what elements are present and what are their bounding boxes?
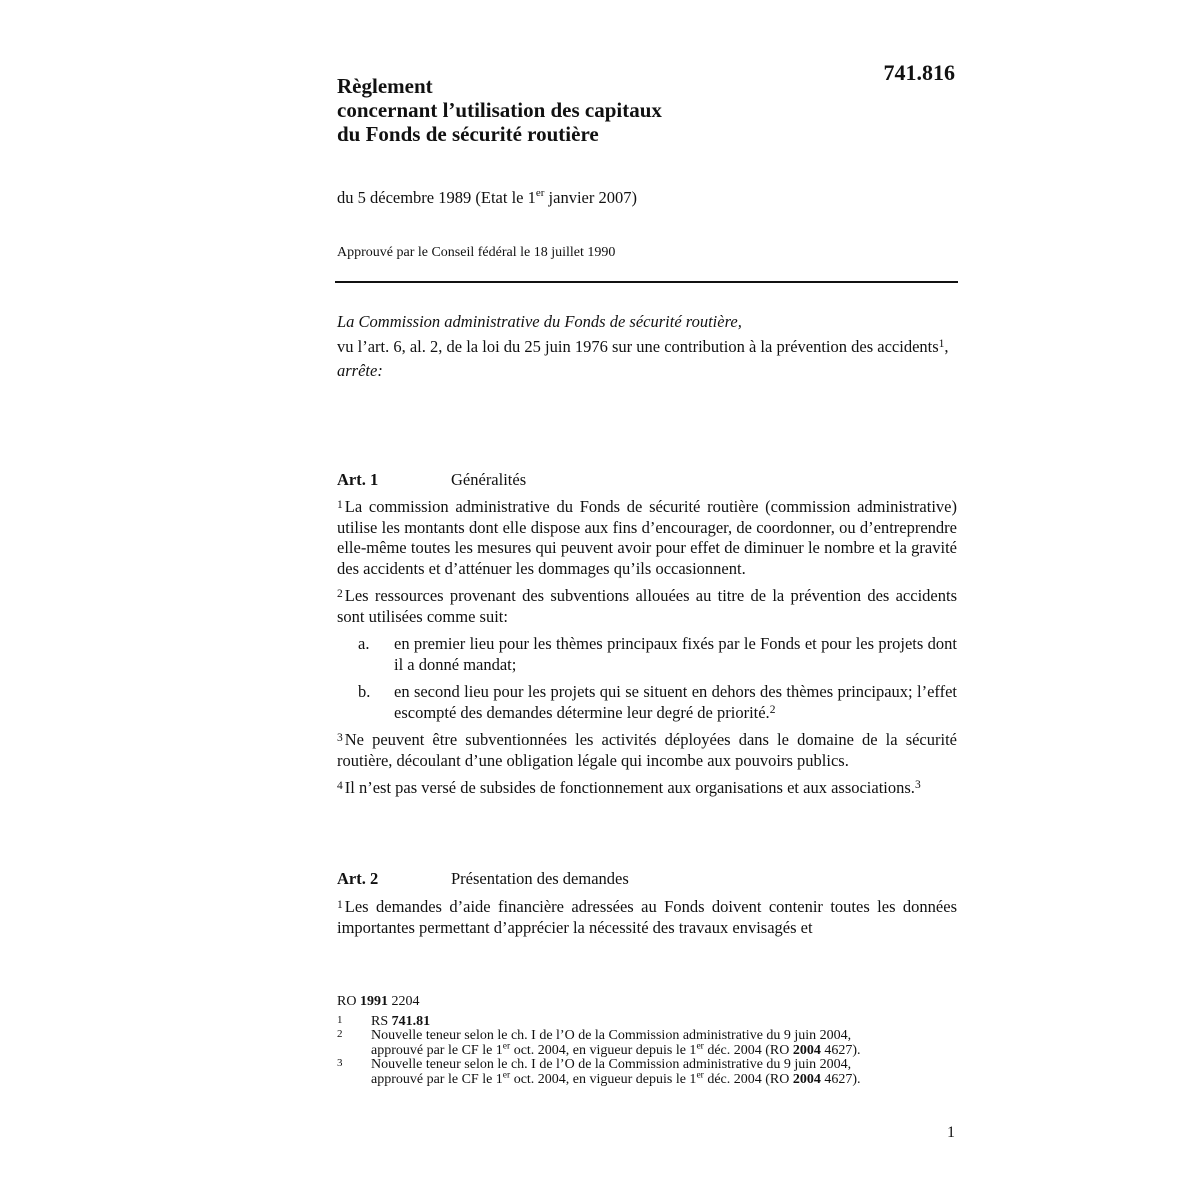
footnote-sup: er bbox=[696, 1069, 704, 1080]
footnote-sup: er bbox=[696, 1040, 704, 1051]
legal-basis-end: , bbox=[944, 336, 949, 356]
paragraph-text: Il n’est pas versé de subsides de fonctionnement aux organisations et aux associations. bbox=[344, 778, 915, 797]
footnote-text: 4627). bbox=[820, 1071, 861, 1087]
paragraph-number: 4 bbox=[337, 780, 343, 792]
footnote-line: Nouvelle teneur selon le ch. I de l’O de la Commission administrative du 9 juin 2004, bbox=[371, 1028, 852, 1043]
paragraph-number: 1 bbox=[337, 899, 343, 911]
article-1-heading bbox=[337, 470, 957, 490]
document-title bbox=[337, 74, 797, 146]
footnote-3 bbox=[337, 1058, 957, 1087]
preamble-authority: La Commission administrative du Fonds de sécurité routière, bbox=[337, 312, 742, 331]
list-item-text: en second lieu pour les projets qui se situent en dehors des thèmes principaux; l’effet escompté des demandes détermine leur degré de priorité. bbox=[394, 682, 957, 722]
footnote-sup: er bbox=[502, 1069, 511, 1080]
paragraph bbox=[337, 897, 957, 938]
article-2-heading bbox=[337, 869, 957, 889]
article-1-body bbox=[337, 497, 957, 806]
preamble-decree: arrête: bbox=[337, 361, 383, 380]
preamble-legal-basis bbox=[337, 337, 957, 358]
ro-reference bbox=[337, 995, 957, 1010]
footnote-sup: er bbox=[502, 1040, 511, 1051]
paragraph bbox=[337, 586, 957, 627]
footnote-line bbox=[371, 1069, 957, 1088]
footnote-text: déc. 2004 (RO bbox=[703, 1042, 793, 1058]
footnote-ref[interactable]: 3 bbox=[914, 779, 921, 791]
footnote-text: approuvé par le CF le 1 bbox=[371, 1071, 503, 1087]
list-marker: b. bbox=[358, 682, 371, 701]
preamble bbox=[337, 312, 957, 386]
footnote-ref[interactable]: 2 bbox=[769, 703, 776, 716]
paragraph bbox=[337, 497, 957, 579]
approval-note: Approuvé par le Conseil fédéral le 18 juillet 1990 bbox=[337, 245, 616, 260]
ro-page: 2204 bbox=[387, 994, 420, 1009]
footnote-bold: 2004 bbox=[792, 1071, 821, 1087]
article-title: Présentation des demandes bbox=[451, 869, 629, 888]
paragraph-number: 3 bbox=[337, 732, 343, 744]
date-prefix: du 5 décembre 1989 (Etat le 1 bbox=[337, 188, 536, 207]
footnote-ref[interactable]: 1 bbox=[938, 337, 945, 350]
footnotes bbox=[337, 995, 957, 1087]
paragraph-text: La commission administrative du Fonds de sécurité routière (commission administrative) utilise les montants dont elle dispose aux fins d’encourager, de coordonner, ou d’entreprendre elle-même toutes les mesures qui peuvent avoir pour effet de diminuer le nombre et la gravité des accidents et d’atténuer les dommages qu’ils occasionnent. bbox=[337, 497, 957, 578]
footnote-line: Nouvelle teneur selon le ch. I de l’O de la Commission administrative du 9 juin 2004, bbox=[371, 1057, 852, 1072]
article-2-body bbox=[337, 897, 957, 945]
paragraph-text: Ne peuvent être subventionnées les activités déployées dans le domaine de la sécurité routière, découlant d’une obligation légale qui incombe aux pouvoirs publics. bbox=[337, 730, 957, 770]
paragraph-text: Les ressources provenant des subventions allouées au titre de la prévention des accidents sont utilisées comme suit: bbox=[337, 586, 957, 626]
article-number: Art. 2 bbox=[337, 869, 379, 888]
footnote-text: approuvé par le CF le 1 bbox=[371, 1042, 503, 1058]
paragraph-text: Les demandes d’aide financière adressées au Fonds doivent contenir toutes les données importantes permettant d’apprécier la nécessité des travaux envisagés et bbox=[337, 897, 957, 937]
footnote-text: déc. 2004 (RO bbox=[703, 1071, 793, 1087]
footnote-1 bbox=[337, 1015, 957, 1030]
list-marker: a. bbox=[358, 634, 370, 653]
footnote-text: oct. 2004, en vigueur depuis le 1 bbox=[510, 1071, 697, 1087]
ro-year: 1991 bbox=[359, 994, 388, 1009]
footnote-number: 3 bbox=[337, 1057, 343, 1069]
article-title: Généralités bbox=[451, 470, 527, 489]
sr-number: 741.816 bbox=[883, 60, 955, 85]
legal-basis-text: vu l’art. 6, al. 2, de la loi du 25 juin 1976 sur une contribution à la prévention des accidents bbox=[337, 336, 939, 356]
article-number: Art. 1 bbox=[337, 470, 379, 489]
footnote-2 bbox=[337, 1029, 957, 1058]
footnote-text: oct. 2004, en vigueur depuis le 1 bbox=[510, 1042, 697, 1058]
date-sup: er bbox=[535, 186, 545, 199]
footnote-bold: 741.81 bbox=[391, 1013, 431, 1029]
footnote-number: 2 bbox=[337, 1028, 343, 1040]
paragraph bbox=[337, 730, 957, 771]
paragraph-number: 2 bbox=[337, 588, 343, 600]
page-number: 1 bbox=[947, 1124, 955, 1141]
footnote-text: RS bbox=[371, 1013, 392, 1029]
footnote-number: 1 bbox=[337, 1013, 343, 1026]
date-suffix: janvier 2007) bbox=[544, 188, 637, 207]
list-item-text: en premier lieu pour les thèmes principaux fixés par le Fonds et pour les projets dont il a donné mandat; bbox=[394, 634, 957, 674]
paragraph-number: 1 bbox=[337, 499, 343, 511]
document-date bbox=[337, 187, 957, 209]
header-divider bbox=[335, 281, 958, 283]
list-item bbox=[337, 682, 957, 723]
ro-prefix: RO bbox=[337, 994, 360, 1009]
list-item bbox=[337, 634, 957, 675]
paragraph bbox=[337, 778, 957, 799]
footnote-bold: 2004 bbox=[792, 1042, 821, 1058]
title-line: concernant l’utilisation des capitaux bbox=[337, 98, 662, 122]
footnote-text: 4627). bbox=[820, 1042, 861, 1058]
footnote-line bbox=[371, 1040, 957, 1059]
title-line: du Fonds de sécurité routière bbox=[337, 122, 599, 146]
title-line: Règlement bbox=[337, 74, 433, 98]
